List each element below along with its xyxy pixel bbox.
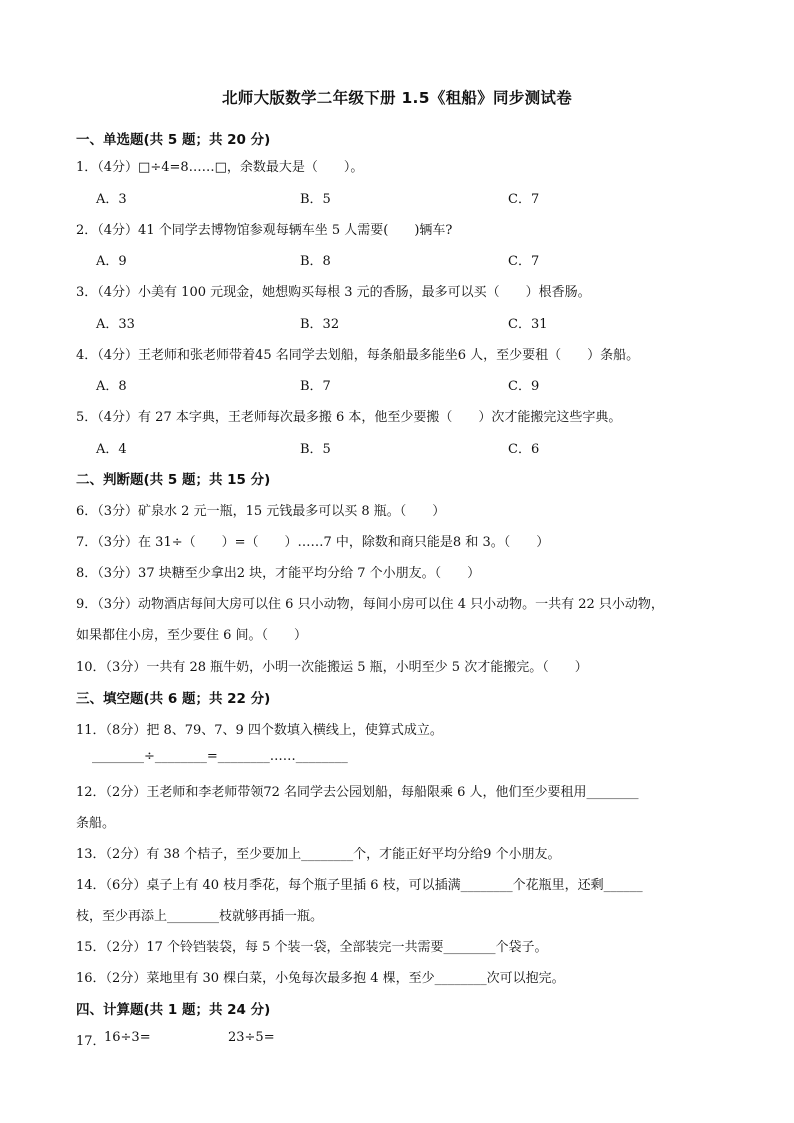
- question-3-option-c: C．31: [508, 317, 548, 332]
- question-1-option-c: C．7: [508, 192, 540, 207]
- question-10: 10．（3分）一共有 28 瓶牛奶，小明一次能搬运 5 瓶，小明至少 5 次才能搬完。（ ）: [76, 660, 588, 675]
- question-9-line-2: 如果都住小房，至少要住 6 间。（ ）: [76, 628, 308, 643]
- question-13: 13．（2分）有 38 个桔子，至少要加上________个，才能正好平均分给9 个小朋友。: [76, 847, 561, 862]
- question-1-option-b: B．5: [300, 192, 331, 207]
- question-3-option-a: A．33: [96, 317, 135, 332]
- question-17-item-1: 16÷3=: [104, 1030, 151, 1045]
- question-5-option-c: C．6: [508, 442, 540, 457]
- question-3-stem: 3．（4分）小美有 100 元现金，她想购买每根 3 元的香肠，最多可以买（ ）根香肠。: [76, 285, 591, 300]
- question-17-item-2: 23÷5=: [228, 1030, 275, 1045]
- question-14-line-1: 14．（6分）桌子上有 40 枝月季花，每个瓶子里插 6 枝，可以插满________个花瓶里，还剩______: [76, 878, 643, 893]
- question-2-option-c: C．7: [508, 254, 540, 269]
- section-heading-single-choice: 一、单选题(共 5 题；共 20 分): [76, 132, 271, 148]
- question-11-equation: ________÷________=________……________: [92, 749, 348, 764]
- section-heading-judgement: 二、判断题(共 5 题；共 15 分): [76, 472, 271, 488]
- question-4-option-c: C．9: [508, 379, 540, 394]
- question-3-option-b: B．32: [300, 317, 340, 332]
- question-2-stem: 2．（4分）41 个同学去博物馆参观每辆车坐 5 人需要( )辆车?: [76, 223, 453, 238]
- section-heading-fill-blank: 三、填空题(共 6 题；共 22 分): [76, 691, 271, 707]
- question-4-stem: 4．（4分）王老师和张老师带着45 名同学去划船，每条船最多能坐6 人，至少要租（ ）条船。: [76, 348, 640, 363]
- question-1-option-a: A．3: [96, 192, 127, 207]
- question-5-option-b: B．5: [300, 442, 331, 457]
- question-12-line-2: 条船。: [76, 816, 116, 831]
- question-4-option-b: B．7: [300, 379, 331, 394]
- question-1-stem: 1．（4分）□÷4=8……□，余数最大是（ ）。: [76, 160, 364, 175]
- section-heading-calculation: 四、计算题(共 1 题；共 24 分): [76, 1002, 271, 1018]
- question-2-option-a: A．9: [96, 254, 127, 269]
- question-7: 7．（3分）在 31÷（ ）=（ ）……7 中，除数和商只能是8 和 3。（ ）: [76, 535, 550, 550]
- question-11-stem: 11．（8分）把 8、79、7、9 四个数填入横线上，使算式成立。: [76, 723, 443, 738]
- question-4-option-a: A．8: [96, 379, 127, 394]
- question-8: 8．（3分）37 块糖至少拿出2 块，才能平均分给 7 个小朋友。（ ）: [76, 566, 481, 581]
- question-12-line-1: 12．（2分）王老师和李老师带领72 名同学去公园划船，每船限乘 6 人，他们至少要租用________: [76, 785, 639, 800]
- question-14-line-2: 枝，至少再添上________枝就够再插一瓶。: [76, 909, 324, 924]
- page-title: 北师大版数学二年级下册 1.5《租船》同步测试卷: [221, 89, 573, 107]
- question-5-option-a: A．4: [96, 442, 127, 457]
- question-15: 15．（2分）17 个铃铛装袋，每 5 个装一袋，全部装完一共需要________个袋子。: [76, 940, 548, 955]
- question-16: 16．（2分）菜地里有 30 棵白菜，小兔每次最多抱 4 棵，至少________次可以抱完。: [76, 971, 565, 986]
- question-2-option-b: B．8: [300, 254, 331, 269]
- question-5-stem: 5．（4分）有 27 本字典，王老师每次最多搬 6 本，他至少要搬（ ）次才能搬完这些字典。: [76, 410, 622, 425]
- question-9-line-1: 9．（3分）动物酒店每间大房可以住 6 只小动物，每间小房可以住 4 只小动物。一共有 22 只小动物，: [76, 597, 664, 612]
- question-6: 6．（3分）矿泉水 2 元一瓶，15 元钱最多可以买 8 瓶。（ ）: [76, 504, 446, 519]
- question-17-label: 17．: [76, 1034, 106, 1049]
